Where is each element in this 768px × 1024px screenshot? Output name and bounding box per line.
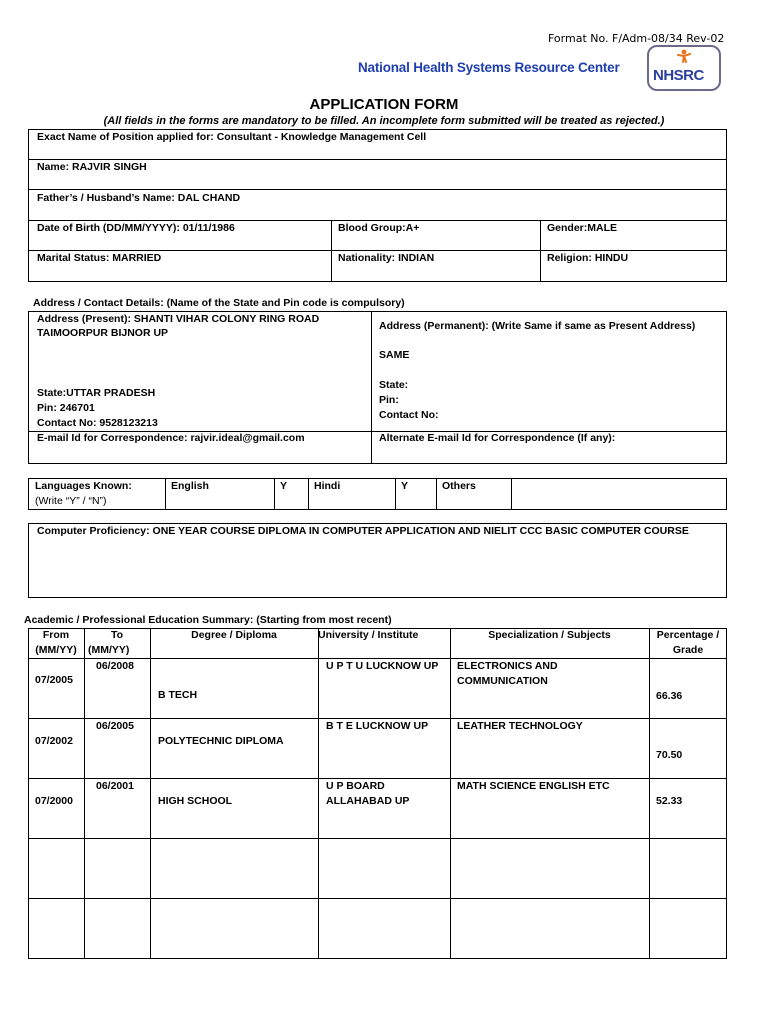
present-contact: Contact No: 9528123213: [37, 417, 158, 429]
form-title: APPLICATION FORM: [309, 96, 459, 113]
row3-specialization: MATH SCIENCE ENGLISH ETC: [457, 780, 610, 792]
format-number: Format No. F/Adm-08/34 Rev-02: [548, 32, 725, 45]
header-from: From: [42, 629, 70, 641]
marital-status: Marital Status: MARRIED: [37, 252, 162, 264]
row2-specialization: LEATHER TECHNOLOGY: [457, 720, 583, 732]
permanent-address-value: SAME: [379, 349, 410, 361]
blood-group: Blood Group:A+: [338, 222, 420, 234]
logo-text: NHSRC: [653, 67, 704, 84]
row2-university: B T E LUCKNOW UP: [326, 720, 429, 732]
present-state: State:UTTAR PRADESH: [37, 387, 156, 399]
address-section-label: Address / Contact Details: (Name of the State and Pin code is compulsory): [33, 297, 405, 309]
permanent-state: State:: [379, 379, 409, 391]
row3-degree: HIGH SCHOOL: [158, 795, 233, 807]
row2-from: 07/2002: [35, 735, 73, 747]
father-husband-name: Father’s / Husband’s Name: DAL CHAND: [37, 192, 241, 204]
row3-university-line2: ALLAHABAD UP: [326, 795, 410, 807]
row1-university: U P T U LUCKNOW UP: [326, 660, 439, 672]
gender: Gender:MALE: [547, 222, 618, 234]
row1-specialization: ELECTRONICS AND: [457, 660, 558, 672]
alternate-email: Alternate E-mail Id for Correspondence (If any):: [379, 432, 616, 444]
row1-to: 06/2008: [96, 660, 134, 672]
date-of-birth: Date of Birth (DD/MM/YYYY): 01/11/1986: [37, 222, 235, 234]
header-from-sub: (MM/YY): [35, 644, 77, 656]
header-to: To: [110, 629, 124, 641]
email-correspondence: E-mail Id for Correspondence: rajvir.ideal@gmail.com: [37, 432, 305, 444]
languages-table: [28, 478, 727, 510]
present-pin: Pin: 246701: [37, 402, 95, 414]
row3-grade: 52.33: [656, 795, 683, 807]
row1-from: 07/2005: [35, 674, 73, 686]
header-grade: Grade: [672, 644, 704, 656]
row1-degree: B TECH: [158, 689, 198, 701]
row1-specialization-line2: COMMUNICATION: [457, 675, 548, 687]
row2-degree: POLYTECHNIC DIPLOMA: [158, 735, 284, 747]
person-icon: [677, 49, 691, 63]
computer-proficiency: Computer Proficiency: ONE YEAR COURSE DIPLOMA IN COMPUTER APPLICATION AND NIELIT CCC BASIC COMPUTER COURSE: [37, 525, 689, 537]
position-applied: Exact Name of Position applied for: Consultant - Knowledge Management Cell: [37, 131, 427, 143]
language-hindi: Hindi: [314, 480, 341, 492]
applicant-name: Name: RAJVIR SINGH: [37, 161, 147, 173]
header-to-sub: (MM/YY): [88, 644, 130, 656]
permanent-contact: Contact No:: [379, 409, 439, 421]
row2-grade: 70.50: [656, 749, 683, 761]
row1-grade: 66.36: [656, 690, 683, 702]
form-note: (All fields in the forms are mandatory to be filled. An incomplete form submitted will be treated as rejected.): [103, 115, 665, 127]
row3-university: U P BOARD: [326, 780, 385, 792]
language-hindi-value: Y: [401, 480, 409, 492]
nationality: Nationality: INDIAN: [338, 252, 435, 264]
language-english: English: [171, 480, 209, 492]
header-degree: Degree / Diploma: [191, 629, 277, 641]
header-percentage: Percentage /: [656, 629, 720, 641]
row3-from: 07/2000: [35, 795, 73, 807]
education-section-label: Academic / Professional Education Summary: (Starting from most recent): [24, 614, 392, 626]
header-specialization: Specialization / Subjects: [488, 629, 611, 641]
religion: Religion: HINDU: [547, 252, 629, 264]
row3-to: 06/2001: [96, 780, 134, 792]
languages-label: Languages Known:: [35, 480, 132, 492]
permanent-address-label: Address (Permanent): (Write Same if same as Present Address): [379, 320, 696, 332]
language-others: Others: [442, 480, 476, 492]
row2-to: 06/2005: [96, 720, 134, 732]
nhsrc-logo: [647, 45, 721, 91]
present-address-line1: Address (Present): SHANTI VIHAR COLONY RING ROAD: [37, 313, 320, 325]
present-address-line2: TAIMOORPUR BIJNOR UP: [37, 327, 169, 339]
organization-name: National Health Systems Resource Center: [358, 60, 620, 75]
language-english-value: Y: [280, 480, 288, 492]
languages-hint: (Write “Y” / “N”): [35, 495, 107, 507]
permanent-pin: Pin:: [379, 394, 399, 406]
header-university: University / Institute: [318, 629, 419, 641]
